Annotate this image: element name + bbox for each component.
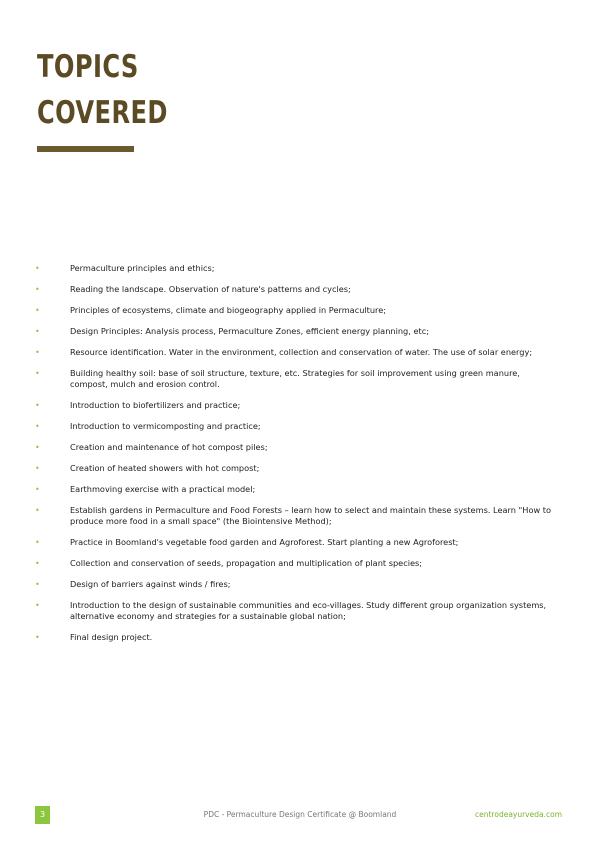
list-item xyxy=(35,463,560,474)
list-item xyxy=(35,263,560,274)
bullet-icon: • xyxy=(35,306,40,315)
list-item xyxy=(35,484,560,495)
bullet-icon: • xyxy=(35,422,40,431)
list-item xyxy=(35,305,560,316)
list-item xyxy=(35,284,560,295)
list-item xyxy=(35,326,560,337)
list-item xyxy=(35,400,560,411)
bullet-icon: • xyxy=(35,401,40,410)
list-item xyxy=(35,632,560,643)
title-underline xyxy=(37,146,134,152)
list-item-text: Principles of ecosystems, climate and biogeography applied in Permaculture; xyxy=(70,305,387,315)
list-item xyxy=(35,442,560,453)
list-item-text: Establish gardens in Permaculture and Food Forests – learn how to select and maintain these systems. Learn "How to produce more food in a small space" (the Biointensive Method); xyxy=(70,505,551,526)
list-item-text: Introduction to vermicomposting and practice; xyxy=(70,421,261,431)
page-title-line-1: TOPICS xyxy=(37,49,139,85)
list-item xyxy=(35,579,560,590)
list-item-text: Collection and conservation of seeds, propagation and multiplication of plant species; xyxy=(70,558,423,568)
list-item-text: Introduction to biofertilizers and practice; xyxy=(70,400,241,410)
topics-list xyxy=(35,263,560,653)
list-item-text: Earthmoving exercise with a practical model; xyxy=(70,484,256,494)
bullet-icon: • xyxy=(35,580,40,589)
list-item xyxy=(35,347,560,358)
list-item-text: Introduction to the design of sustainable communities and eco-villages. Study different group organization systems, alternative economy and strategies for a sustainable global nation; xyxy=(70,600,547,621)
list-item-text: Practice in Boomland's vegetable food garden and Agroforest. Start planting a new Agroforest; xyxy=(70,537,459,547)
page-title-line-2: COVERED xyxy=(37,95,168,131)
bullet-icon: • xyxy=(35,264,40,273)
bullet-icon: • xyxy=(35,348,40,357)
list-item-text: Building healthy soil: base of soil structure, texture, etc. Strategies for soil improvement using green manure, compost, mulch and erosion control. xyxy=(70,368,520,389)
page-footer xyxy=(0,806,600,826)
footer-title: PDC - Permaculture Design Certificate @ Boomland xyxy=(203,810,397,819)
bullet-icon: • xyxy=(35,485,40,494)
list-item xyxy=(35,368,560,390)
page-number: 3 xyxy=(35,806,50,824)
page-title xyxy=(37,44,168,136)
list-item-text: Design Principles: Analysis process, Permaculture Zones, efficient energy planning, etc; xyxy=(70,326,429,336)
list-item xyxy=(35,537,560,548)
bullet-icon: • xyxy=(35,633,40,642)
list-item xyxy=(35,421,560,432)
bullet-icon: • xyxy=(35,443,40,452)
list-item xyxy=(35,558,560,569)
list-item-text: Design of barriers against winds / fires; xyxy=(70,579,231,589)
list-item-text: Reading the landscape. Observation of nature's patterns and cycles; xyxy=(70,284,351,294)
list-item-text: Resource identification. Water in the environment, collection and conservation of water. The use of solar energy; xyxy=(70,347,533,357)
bullet-icon: • xyxy=(35,369,40,378)
bullet-icon: • xyxy=(35,538,40,547)
bullet-icon: • xyxy=(35,285,40,294)
bullet-icon: • xyxy=(35,506,40,515)
list-item-text: Final design project. xyxy=(70,632,153,642)
bullet-icon: • xyxy=(35,327,40,336)
list-item-text: Permaculture principles and ethics; xyxy=(70,263,215,273)
list-item xyxy=(35,600,560,622)
list-item xyxy=(35,505,560,527)
bullet-icon: • xyxy=(35,464,40,473)
list-item-text: Creation and maintenance of hot compost piles; xyxy=(70,442,268,452)
bullet-icon: • xyxy=(35,601,40,610)
footer-website: centrodeayurveda.com xyxy=(475,810,562,819)
list-item-text: Creation of heated showers with hot compost; xyxy=(70,463,260,473)
bullet-icon: • xyxy=(35,559,40,568)
